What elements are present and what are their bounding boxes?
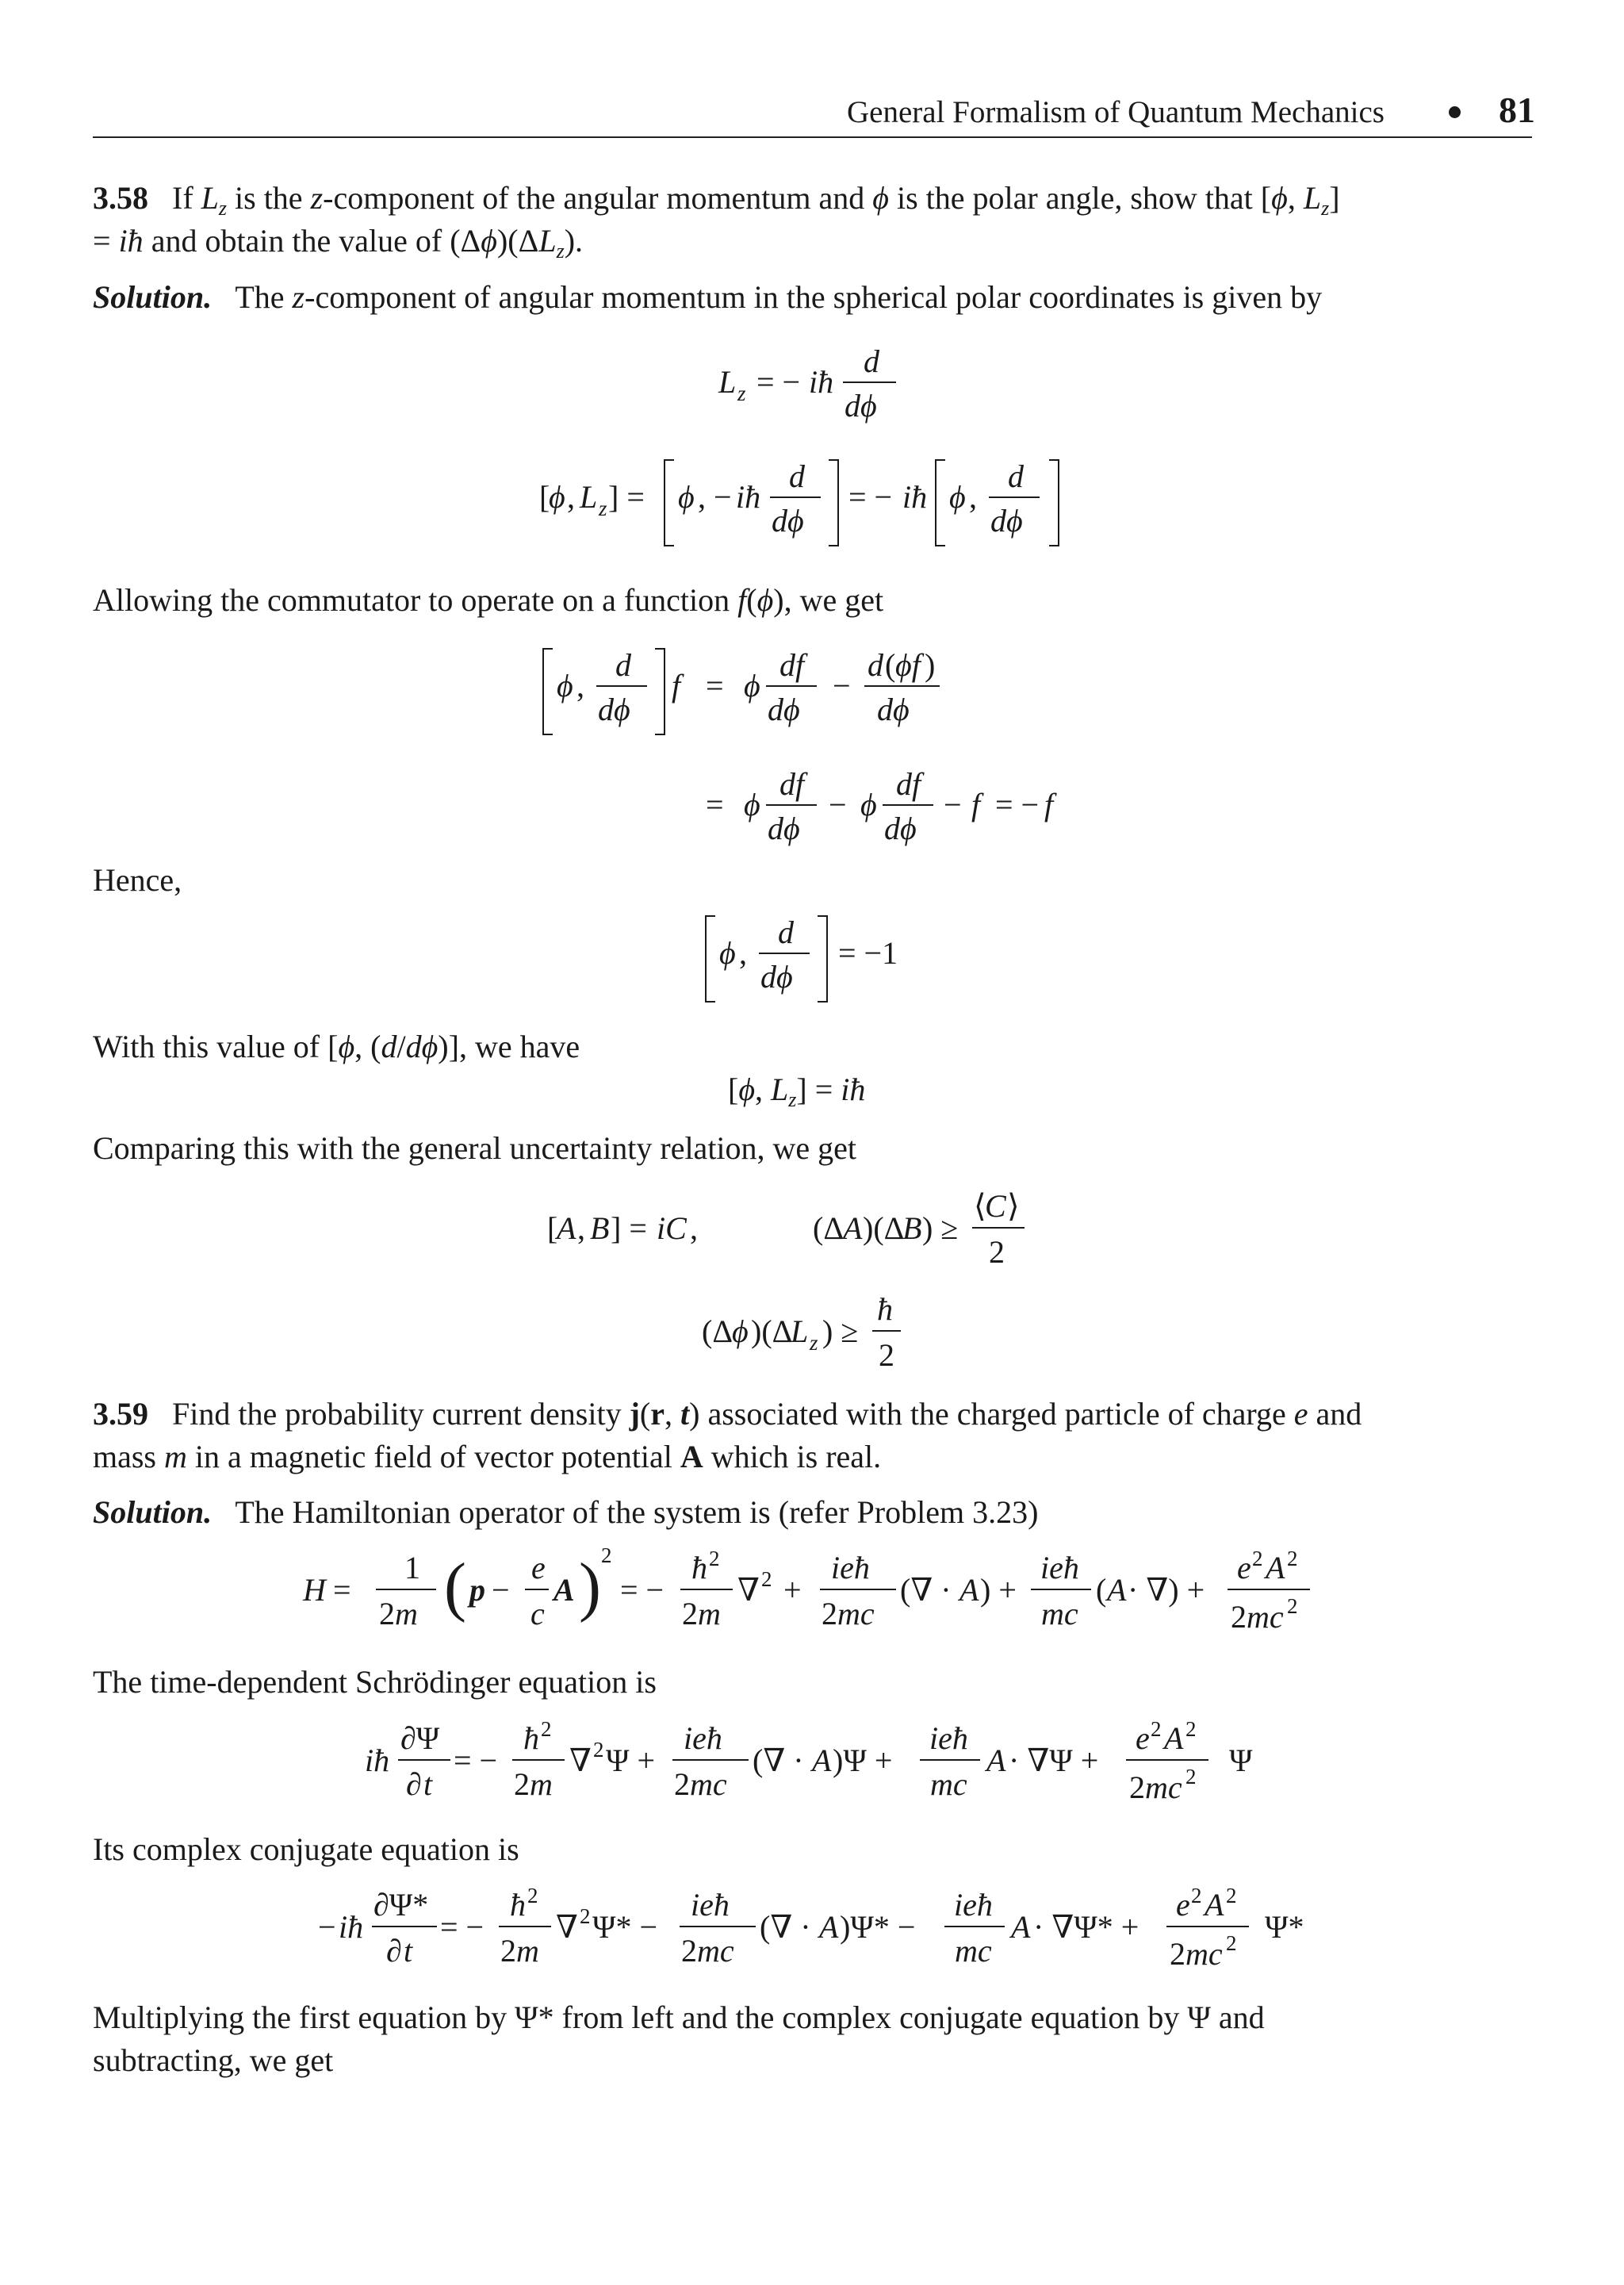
svg-text:2: 2 xyxy=(601,1543,612,1567)
svg-text:e: e xyxy=(531,1550,546,1585)
problem-358-statement-line1: 3.58 If $L_z$ is the z-component of the angular momentum and ϕ is the polar angle, show that [ϕ, $L_z$] xyxy=(93,180,1340,220)
svg-text:ϕ: ϕ xyxy=(860,787,877,822)
svg-text:2: 2 xyxy=(1226,1884,1237,1907)
svg-text:−: − xyxy=(833,668,851,704)
svg-text:2: 2 xyxy=(709,1547,720,1570)
svg-text:dϕ: dϕ xyxy=(772,503,804,539)
svg-text:ieħ: ieħ xyxy=(954,1887,993,1923)
svg-text:∇: ∇ xyxy=(556,1909,578,1945)
svg-text:A: A xyxy=(1164,1720,1184,1756)
svg-text:[: [ xyxy=(547,1210,558,1246)
svg-text:A: A xyxy=(553,1572,575,1608)
svg-text:2: 2 xyxy=(1185,1765,1197,1789)
svg-text:A: A xyxy=(1266,1550,1285,1585)
svg-text:(: ( xyxy=(444,1550,466,1624)
svg-text:iħ: iħ xyxy=(902,479,928,515)
text-complex-conjugate: Its complex conjugate equation is xyxy=(93,1831,519,1867)
svg-text:ϕ: ϕ xyxy=(719,935,736,971)
svg-text:,: , xyxy=(969,479,977,515)
equation-hamiltonian xyxy=(293,1539,1340,1650)
running-header-title: General Formalism of Quantum Mechanics xyxy=(847,95,1385,129)
svg-text:B: B xyxy=(590,1210,610,1246)
svg-text:,: , xyxy=(739,935,747,971)
svg-text:dϕ: dϕ xyxy=(598,692,630,727)
svg-text:ieħ: ieħ xyxy=(1040,1550,1079,1585)
svg-text:m: m xyxy=(698,1596,721,1631)
svg-text:2: 2 xyxy=(1185,1717,1197,1741)
svg-text:2: 2 xyxy=(1151,1717,1162,1741)
svg-text:z: z xyxy=(810,1331,818,1355)
svg-text:mc: mc xyxy=(955,1933,992,1969)
svg-text:B: B xyxy=(902,1210,922,1246)
svg-text:2: 2 xyxy=(1287,1547,1298,1570)
svg-text:· ∇Ψ* +: · ∇Ψ* + xyxy=(1033,1909,1139,1945)
svg-text:2: 2 xyxy=(1191,1884,1202,1907)
svg-text:2: 2 xyxy=(500,1933,516,1969)
svg-text:∂Ψ: ∂Ψ xyxy=(400,1720,440,1756)
svg-text:2: 2 xyxy=(879,1337,894,1373)
svg-text:t: t xyxy=(404,1933,413,1969)
svg-text:A: A xyxy=(843,1210,863,1246)
svg-text:dϕ: dϕ xyxy=(877,692,910,727)
svg-text:L: L xyxy=(580,479,598,515)
svg-text:d: d xyxy=(1008,458,1024,494)
svg-text:f: f xyxy=(1044,787,1054,822)
svg-text:= −1: = −1 xyxy=(838,935,898,971)
svg-text:∂Ψ*: ∂Ψ* xyxy=(373,1887,429,1923)
svg-text:df: df xyxy=(779,647,805,683)
svg-text:iħ: iħ xyxy=(809,364,834,400)
svg-text:, −: , − xyxy=(698,479,732,515)
svg-text:(Δ: (Δ xyxy=(702,1313,733,1349)
svg-text:p: p xyxy=(469,1572,485,1608)
svg-text:dϕ: dϕ xyxy=(760,959,793,995)
svg-text:mc: mc xyxy=(1247,1599,1284,1635)
svg-text:mc: mc xyxy=(1185,1936,1223,1972)
svg-text:d: d xyxy=(615,647,631,683)
svg-text:A: A xyxy=(959,1572,979,1608)
svg-text:ħ: ħ xyxy=(510,1887,526,1923)
svg-text:2: 2 xyxy=(541,1717,552,1741)
svg-text:[: [ xyxy=(539,479,550,515)
header-rule xyxy=(93,136,1532,138)
svg-text:=: = xyxy=(706,787,724,822)
text-allowing-commutator: Allowing the commutator to operate on a function f(ϕ), we get xyxy=(93,582,884,618)
text-time-dependent: The time-dependent Schrödinger equation is xyxy=(93,1664,657,1700)
svg-text:=: = xyxy=(333,1572,351,1608)
svg-text:A: A xyxy=(557,1210,576,1246)
svg-text:e: e xyxy=(1136,1720,1150,1756)
svg-text:−: − xyxy=(944,787,962,822)
svg-text:mc: mc xyxy=(1041,1596,1078,1631)
svg-text:=: = xyxy=(706,668,724,704)
svg-text:L: L xyxy=(791,1313,809,1349)
svg-text:dϕ: dϕ xyxy=(768,692,800,727)
svg-text:2: 2 xyxy=(989,1234,1005,1270)
svg-text:(: ( xyxy=(1096,1572,1107,1608)
svg-text:): ) xyxy=(925,647,936,683)
svg-text:dϕ: dϕ xyxy=(884,811,917,846)
svg-text:): ) xyxy=(579,1550,601,1624)
svg-text:2: 2 xyxy=(761,1567,772,1591)
svg-text:2: 2 xyxy=(1287,1594,1298,1618)
svg-text:= −: = − xyxy=(848,479,893,515)
svg-text:C: C xyxy=(985,1188,1006,1224)
svg-text:∂: ∂ xyxy=(406,1766,422,1802)
svg-text:df: df xyxy=(779,766,805,802)
problem-359-statement-line2: mass m in a magnetic field of vector potential A which is real. xyxy=(93,1439,882,1474)
svg-text:2: 2 xyxy=(682,1596,698,1631)
svg-text:ϕ: ϕ xyxy=(744,668,760,704)
svg-text:2: 2 xyxy=(593,1738,604,1762)
svg-text:,: , xyxy=(690,1210,698,1246)
svg-text:2: 2 xyxy=(514,1766,530,1802)
svg-text:H: H xyxy=(303,1572,326,1608)
svg-text:)Ψ +: )Ψ + xyxy=(833,1743,893,1778)
text-with-this-value: With this value of [ϕ, (d/dϕ)], we have xyxy=(93,1029,580,1064)
svg-text:1: 1 xyxy=(404,1550,420,1585)
svg-text:mc: mc xyxy=(697,1933,734,1969)
svg-text:ϕ: ϕ xyxy=(678,479,695,515)
svg-text:2: 2 xyxy=(822,1596,837,1631)
svg-text:e: e xyxy=(1176,1887,1190,1923)
svg-text:)Ψ* −: )Ψ* − xyxy=(840,1909,916,1945)
equation-lz-definition xyxy=(698,337,936,440)
svg-text:= −: = − xyxy=(995,787,1040,822)
text-multiplying-line1: Multiplying the first equation by Ψ* from left and the complex conjugate equation by Ψ and xyxy=(93,1999,1265,2035)
svg-text:ieħ: ieħ xyxy=(684,1720,722,1756)
svg-text:ieħ: ieħ xyxy=(929,1720,968,1756)
svg-text:] =: ] = xyxy=(608,479,645,515)
equation-commutator-minus-one xyxy=(702,908,940,1011)
svg-text:iħ: iħ xyxy=(365,1743,390,1778)
equation-schrodinger xyxy=(357,1709,1308,1820)
svg-text:2: 2 xyxy=(527,1884,538,1907)
svg-text:A: A xyxy=(986,1743,1006,1778)
svg-text:∂: ∂ xyxy=(386,1933,402,1969)
equation-phi-lz-uncertainty xyxy=(698,1285,952,1384)
problem-number: 3.58 xyxy=(93,180,148,216)
svg-text:Ψ +: Ψ + xyxy=(606,1743,656,1778)
equation-commutator-on-f xyxy=(539,641,983,744)
svg-text:d: d xyxy=(789,458,805,494)
svg-text:)(Δ: )(Δ xyxy=(863,1210,905,1246)
svg-text:2: 2 xyxy=(1170,1936,1185,1972)
svg-text:∇: ∇ xyxy=(569,1743,592,1778)
svg-text:2: 2 xyxy=(1129,1769,1145,1805)
svg-text:ħ: ħ xyxy=(877,1291,893,1327)
svg-text:) ≥: ) ≥ xyxy=(822,1313,859,1349)
svg-text:ieħ: ieħ xyxy=(831,1550,870,1585)
svg-text:A: A xyxy=(819,1909,839,1945)
svg-text:e: e xyxy=(1237,1550,1251,1585)
svg-text:,: , xyxy=(576,668,584,704)
svg-text:= −: = − xyxy=(440,1909,485,1945)
svg-text:A: A xyxy=(812,1743,832,1778)
svg-text:z: z xyxy=(737,381,746,405)
header-bullet xyxy=(1449,106,1461,118)
svg-text:dϕ: dϕ xyxy=(845,388,877,424)
svg-text:ϕ: ϕ xyxy=(949,479,966,515)
problem-358-statement-line2: = iħ and obtain the value of $(\Delta\phi)(\Delta L_z)$. xyxy=(93,223,584,263)
svg-text:= −: = − xyxy=(756,364,801,400)
equation-commutator-result xyxy=(698,760,1094,863)
svg-text:· ∇) +: · ∇) + xyxy=(1128,1572,1205,1608)
svg-text:ϕ: ϕ xyxy=(549,479,565,515)
svg-text:−: − xyxy=(829,787,847,822)
svg-text:mc: mc xyxy=(930,1766,967,1802)
page-number: 81 xyxy=(1499,90,1535,130)
svg-text:df: df xyxy=(896,766,921,802)
svg-text:= −: = − xyxy=(620,1572,665,1608)
problem-359-solution-intro: Solution. The Hamiltonian operator of the system is (refer Problem 3.23) xyxy=(93,1494,1039,1530)
svg-text:) ≥: ) ≥ xyxy=(922,1210,959,1246)
problem-number: 3.59 xyxy=(93,1396,148,1432)
svg-text:] =: ] = xyxy=(611,1210,647,1246)
svg-text:iħ: iħ xyxy=(736,479,761,515)
svg-text:(∇ ·: (∇ · xyxy=(760,1909,811,1945)
equation-commutator-ih: [ϕ, $L_z$] = iħ xyxy=(728,1072,866,1111)
svg-text:d: d xyxy=(864,343,879,379)
svg-text:m: m xyxy=(516,1933,539,1969)
svg-text:−: − xyxy=(492,1572,510,1608)
svg-text:Ψ* −: Ψ* − xyxy=(592,1909,658,1945)
svg-text:+: + xyxy=(783,1572,802,1608)
svg-text:2: 2 xyxy=(681,1933,697,1969)
svg-text:Ψ*: Ψ* xyxy=(1265,1909,1304,1945)
svg-text:= −: = − xyxy=(454,1743,498,1778)
svg-text:m: m xyxy=(395,1596,418,1631)
problem-358-solution-intro: Solution. The z-component of angular momentum in the spherical polar coordinates is given by xyxy=(93,279,1323,315)
svg-text:ϕf: ϕf xyxy=(895,647,921,683)
svg-text:iC: iC xyxy=(657,1210,687,1246)
svg-text:−: − xyxy=(318,1909,336,1945)
svg-text:c: c xyxy=(530,1596,545,1631)
svg-text:t: t xyxy=(423,1766,433,1802)
svg-text:(: ( xyxy=(885,647,896,683)
equation-general-uncertainty xyxy=(539,1182,1094,1281)
svg-text:L: L xyxy=(718,364,737,400)
svg-text:f: f xyxy=(672,668,681,704)
svg-text:ϕ: ϕ xyxy=(732,1313,749,1349)
svg-text:ieħ: ieħ xyxy=(691,1887,730,1923)
svg-text:ħ: ħ xyxy=(691,1550,707,1585)
svg-text:(∇ ·: (∇ · xyxy=(753,1743,804,1778)
svg-text:mc: mc xyxy=(690,1766,727,1802)
svg-text:dϕ: dϕ xyxy=(990,503,1023,539)
svg-text:A: A xyxy=(1107,1572,1127,1608)
svg-text:2: 2 xyxy=(1231,1599,1247,1635)
text-multiplying-line2: subtracting, we get xyxy=(93,2042,334,2078)
svg-text:· ∇Ψ +: · ∇Ψ + xyxy=(1009,1743,1099,1778)
solution-label: Solution. xyxy=(93,1494,213,1530)
text-comparing: Comparing this with the general uncertainty relation, we get xyxy=(93,1130,857,1166)
svg-text:Ψ: Ψ xyxy=(1229,1743,1253,1778)
svg-text:m: m xyxy=(530,1766,553,1802)
svg-text:(∇ ·: (∇ · xyxy=(900,1572,952,1608)
svg-text:iħ: iħ xyxy=(339,1909,364,1945)
problem-359-statement-line1: 3.59 Find the probability current density j(r, t) associated with the charged particle of charge e and xyxy=(93,1396,1362,1432)
svg-text:⟩: ⟩ xyxy=(1007,1188,1020,1224)
svg-text:(Δ: (Δ xyxy=(813,1210,845,1246)
svg-text:) +: ) + xyxy=(980,1572,1017,1608)
svg-text:z: z xyxy=(599,496,607,520)
equation-commutator-lz xyxy=(535,452,1090,555)
svg-text:2: 2 xyxy=(674,1766,690,1802)
svg-text:ħ: ħ xyxy=(523,1720,539,1756)
svg-text:mc: mc xyxy=(837,1596,875,1631)
svg-text:)(Δ: )(Δ xyxy=(751,1313,793,1349)
svg-text:A: A xyxy=(1011,1909,1031,1945)
svg-text:2: 2 xyxy=(1252,1547,1263,1570)
svg-text:ϕ: ϕ xyxy=(557,668,573,704)
svg-text:2: 2 xyxy=(379,1596,395,1631)
svg-text:,: , xyxy=(567,479,575,515)
text-hence: Hence, xyxy=(93,862,182,898)
svg-text:2: 2 xyxy=(1226,1931,1237,1955)
svg-text:dϕ: dϕ xyxy=(768,811,800,846)
svg-text:2: 2 xyxy=(580,1904,591,1928)
solution-label: Solution. xyxy=(93,279,213,315)
svg-text:d: d xyxy=(868,647,883,683)
svg-text:f: f xyxy=(971,787,981,822)
svg-text:mc: mc xyxy=(1145,1769,1182,1805)
svg-text:d: d xyxy=(778,914,794,950)
svg-text:⟨: ⟨ xyxy=(974,1188,986,1224)
svg-text:ϕ: ϕ xyxy=(744,787,760,822)
equation-schrodinger-conjugate xyxy=(313,1876,1304,1987)
svg-text:A: A xyxy=(1205,1887,1224,1923)
svg-text:,: , xyxy=(577,1210,585,1246)
svg-text:∇: ∇ xyxy=(737,1572,760,1608)
